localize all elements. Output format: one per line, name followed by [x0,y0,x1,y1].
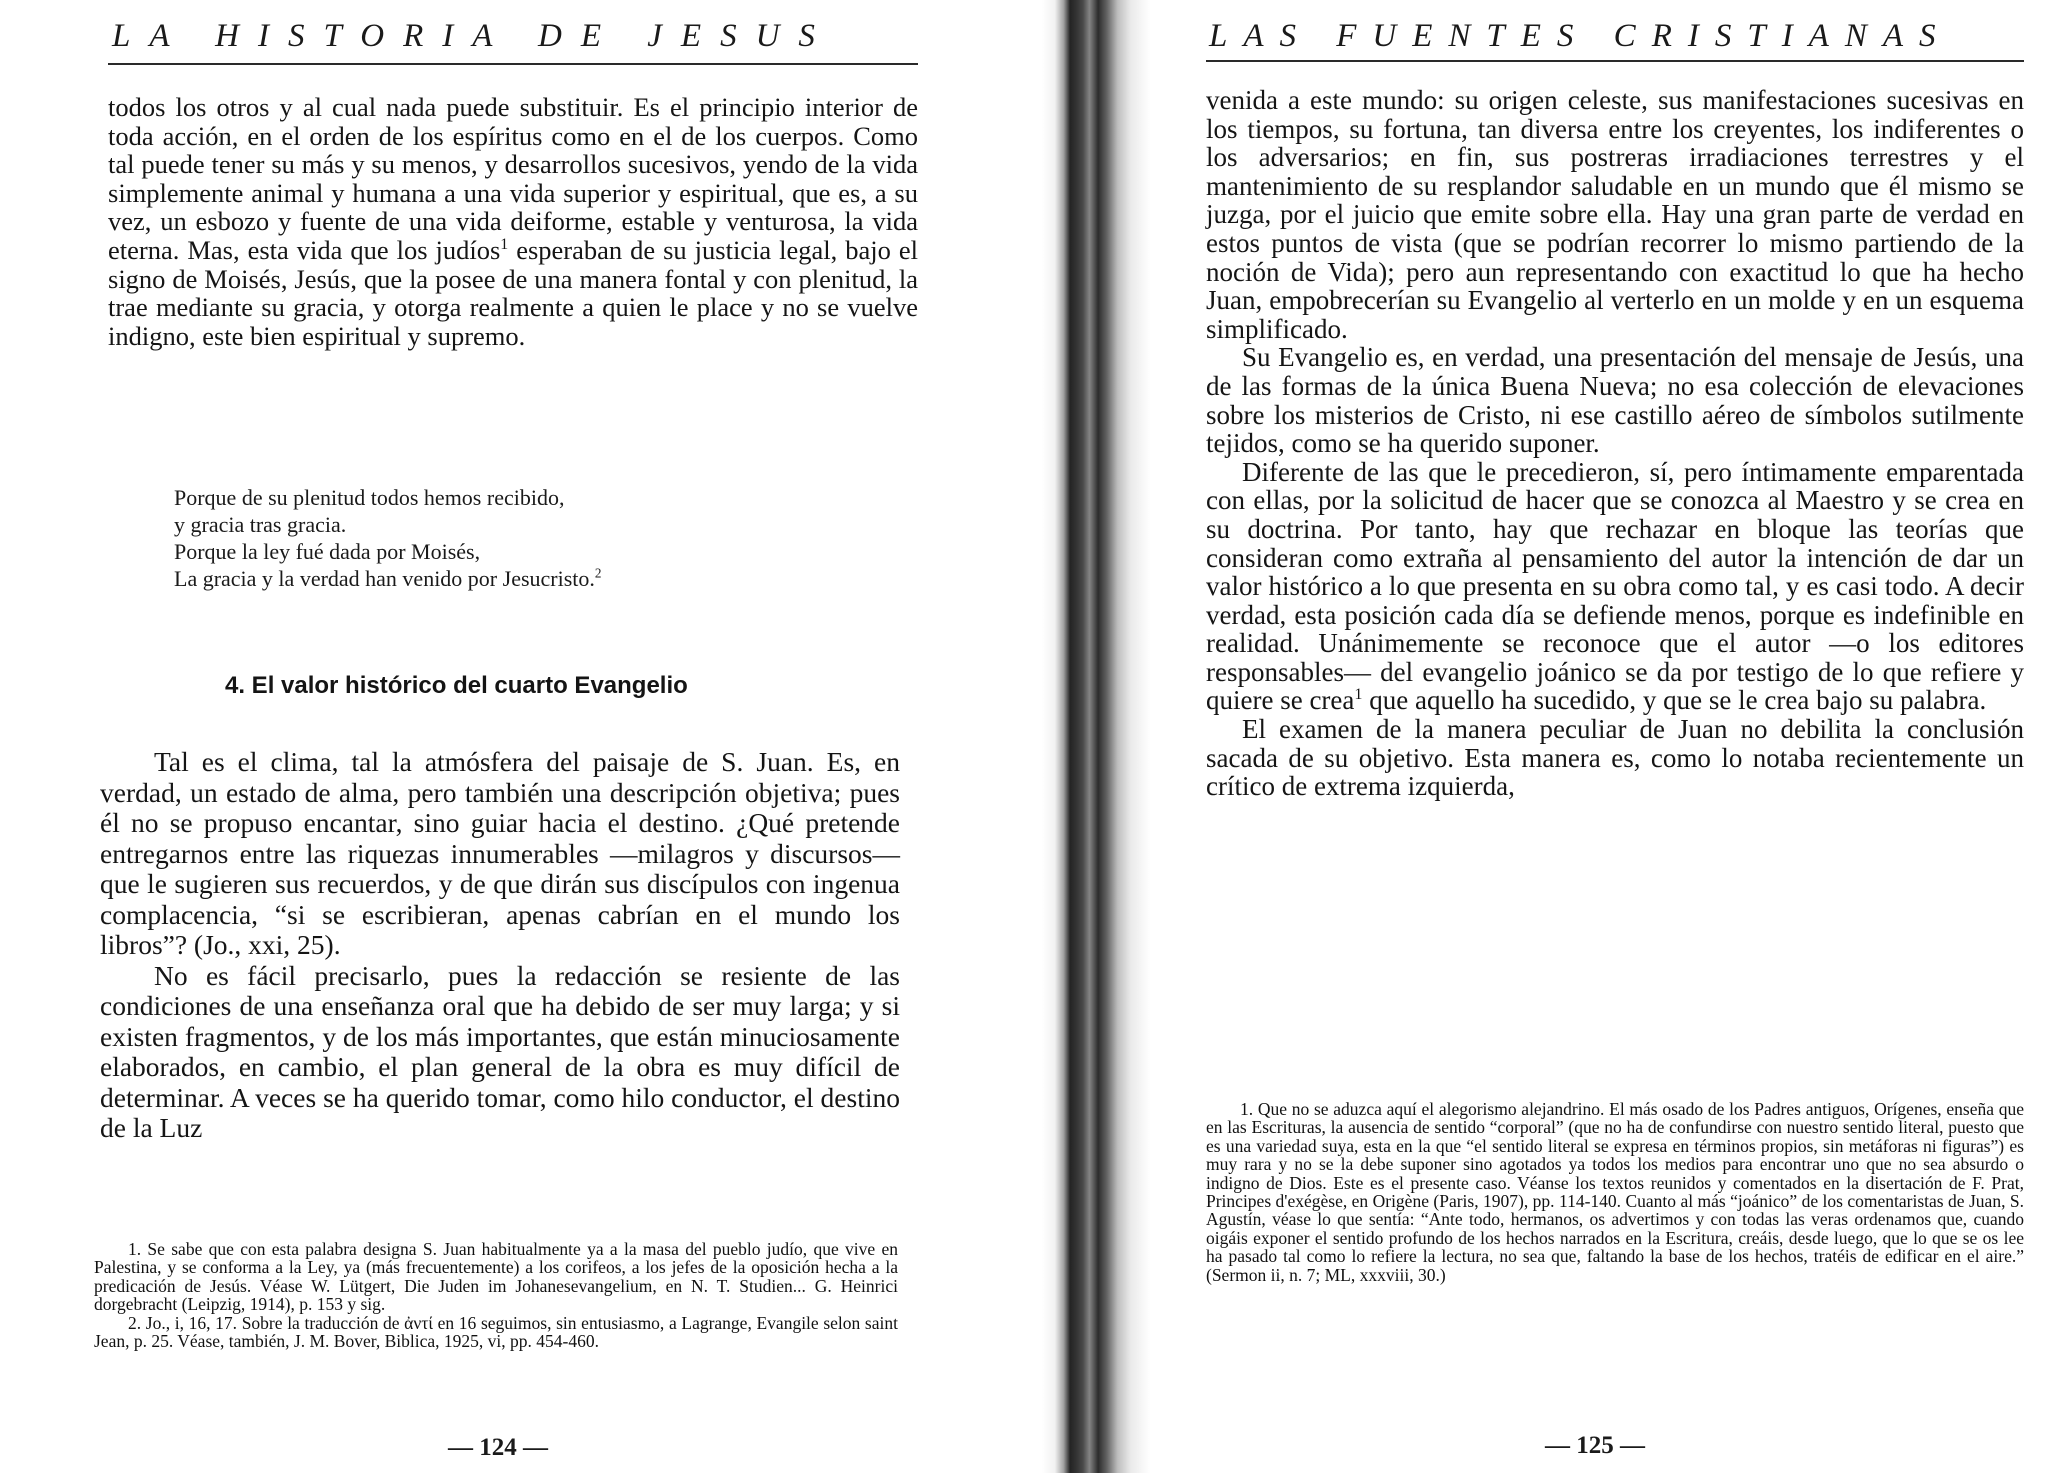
header-rule-right [1206,60,2024,62]
left-body-paragraph-1 [108,93,918,350]
right-footnote-1: 1. Que no se aduzca aquí el alegorismo alejandrino. El más osado de los Padres antiguos, Orígenes, enseña que en las Escrituras, la ausencia de sentido “corporal” (que no ha de confundirse con nuestro sentido literal, puesto que es una variedad suya, esta en la que “el sentido literal se expresa en términos propios, sin metáforas ni figuras”) es muy rara y no se la debe suponer sino agotados ya todos los medios para encontrar uno que no sea absurdo o indigno de Dios. Este es el presente caso. Véanse los textos reunidos y comentados en la disertación de F. Prat, Principes d'exégèse, en Origène (Paris, 1907), pp. 114-140. Cuanto al más “joánico” de los comentaristas de Juan, S. Agustín, véase lo que sentía: “Ante todo, hermanos, os advertimos y con todas las veras ordenamos que, cuando oigáis exponer el sentido profundo de los hechos narrados en la Escritura, creáis, desde luego, que lo que se os lee ha pasado tal como lo refiere la lectura, no sea que, faltando la base de los hechos, tratéis de edificar en el aire.” (Sermon ii, n. 7; ML, xxxviii, 30.) [1206,1099,2024,1285]
right-page [1140,0,2048,1473]
right-paragraph-4: El examen de la manera peculiar de Juan no debilita la conclusión sacada de su objetivo. Esta manera es, como lo notaba recientemente un crítico de extrema izquierda, [1206,714,2024,802]
running-head-left: LA HISTORIA DE JESUS [112,18,834,54]
footnote-ref-1-right: 1 [1354,685,1363,704]
book-gutter-shadow [1042,0,1150,1473]
section-heading: 4. El valor histórico del cuarto Evangelio [225,672,688,699]
header-rule-left [108,63,918,65]
verse-line-1: Porque de su plenitud todos hemos recibido, [174,485,565,510]
verse-line-2: y gracia tras gracia. [174,512,347,537]
left-footnotes [94,1240,898,1350]
footnote-ref-2-left: 2 [594,565,602,581]
right-paragraph-3-continued: que aquello ha sucedido, y que se le crea bajo su palabra. [1362,685,1987,716]
right-paragraph-1: venida a este mundo: su origen celeste, sus manifestaciones sucesivas en los tiempos, su fortuna, tan diversa entre los creyentes, los indiferentes o los adversarios; en fin, sus postreras irradiaciones terrestres y el mantenimiento de su resplandor saludable en un mundo que él mismo se juzga, por el juicio que emite sobre ella. Hay una gran parte de verdad en estos puntos de vista (que se podrían recorrer lo mismo partiendo de la noción de Vida); pero aun representando con exactitud lo que ha hecho Juan, empobrecerían su Evangelio al verterlo en un molde y en un esquema simplificado. [1206,85,2024,344]
left-paragraph-3: No es fácil precisarlo, pues la redacción se resiente de las condiciones de una enseñanza oral que ha debido de ser muy larga; y si existen fragmentos, y de los más importantes, que están minuciosamente elaborados, en cambio, el plan general de la obra es muy difícil de determinar. A veces se ha querido tomar, como hilo conductor, el destino de la Luz [100,959,900,1143]
verse-line-3: Porque la ley fué dada por Moisés, [174,539,481,564]
footnote-ref-1-left: 1 [500,236,509,254]
verse-quotation [174,484,602,592]
page-number-left: — 124 — [448,1434,548,1461]
verse-line-4: La gracia y la verdad han venido por Jesucristo. [174,566,595,591]
left-paragraph-1-text: todos los otros y al cual nada puede substituir. Es el principio interior de toda acción, en el orden de los espíritus como en el de los cuerpos. Como tal puede tener su más y su menos, y desarrollos sucesivos, yendo de la vida simplemente animal y humana a una vida superior y espiritual, que es, a su vez, un esbozo y fuente de una vida deiforme, estable y venturosa, la vida eterna. Mas, esta vida que los judíos [108,92,918,265]
left-footnote-1: 1. Se sabe que con esta palabra designa S. Juan habitualmente ya a la masa del pueblo judío, que vive en Palestina, y se conforma a la Ley, ya (más frecuentemente) a los corifeos, a los jefes de la oposición hecha a la predicación de Jesús. Véase W. Lütgert, Die Juden im Johanesevangelium, en N. T. Studien... G. Heinrici dorgebracht (Leipzig, 1914), p. 153 y sig. [94,1239,898,1315]
left-body-section [100,747,900,1144]
left-paragraph-1-continued: esperaban de su justicia legal, bajo el signo de Moisés, Jesús, que la posee de una manera fontal y con plenitud, la trae mediante su gracia, y otorga realmente a quien le place y no se vuelve indigno, este bien espiritual y supremo. [108,234,918,351]
right-footnotes [1206,1100,2024,1284]
running-head-right: LAS FUENTES CRISTIANAS [1209,18,1952,54]
page-number-right: — 125 — [1545,1432,1645,1459]
right-paragraph-2: Su Evangelio es, en verdad, una presentación del mensaje de Jesús, una de las formas de la única Buena Nueva; no esa colección de elevaciones sobre los misterios de Cristo, ni ese castillo aéreo de símbolos sutilmente tejidos, como se ha querido suponer. [1206,342,2024,459]
left-paragraph-2: Tal es el clima, tal la atmósfera del paisaje de S. Juan. Es, en verdad, un estado de alma, pero también una descripción objetiva; pues él no se propuso encantar, sino guiar hacia el destino. ¿Qué pretende entregarnos entre las riquezas innumerables —milagros y discursos— que le sugieren sus recuerdos, y de que dirán sus discípulos con ingenua complacencia, “si se escribieran, apenas cabrían en el mundo los libros”? (Jo., xxi, 25). [100,746,900,960]
left-footnote-2: 2. Jo., i, 16, 17. Sobre la traducción de ἀντί en 16 seguimos, sin entusiasmo, a Lagrange, Evangile selon saint Jean, p. 25. Véase, también, J. M. Bover, Biblica, 1925, vi, pp. 454-460. [94,1312,898,1352]
right-body [1206,86,2024,801]
right-paragraph-3-text: Diferente de las que le precedieron, sí, pero íntimamente emparentada con ellas, por la solicitud de hacer que se conozca al Maestro y se crea en su doctrina. Por tanto, hay que rechazar en bloque las teorías que consideran como extraña al pensamiento del autor la intención de dar un valor histórico a lo que presenta en su obra como tal, y es casi todo. A decir verdad, esta posición cada día se defiende menos, porque es indefinible en realidad. Unánimemente se reconoce que el autor —o los editores responsables— del evangelio joánico se da por testigo de lo que refiere y quiere se crea [1206,456,2024,716]
